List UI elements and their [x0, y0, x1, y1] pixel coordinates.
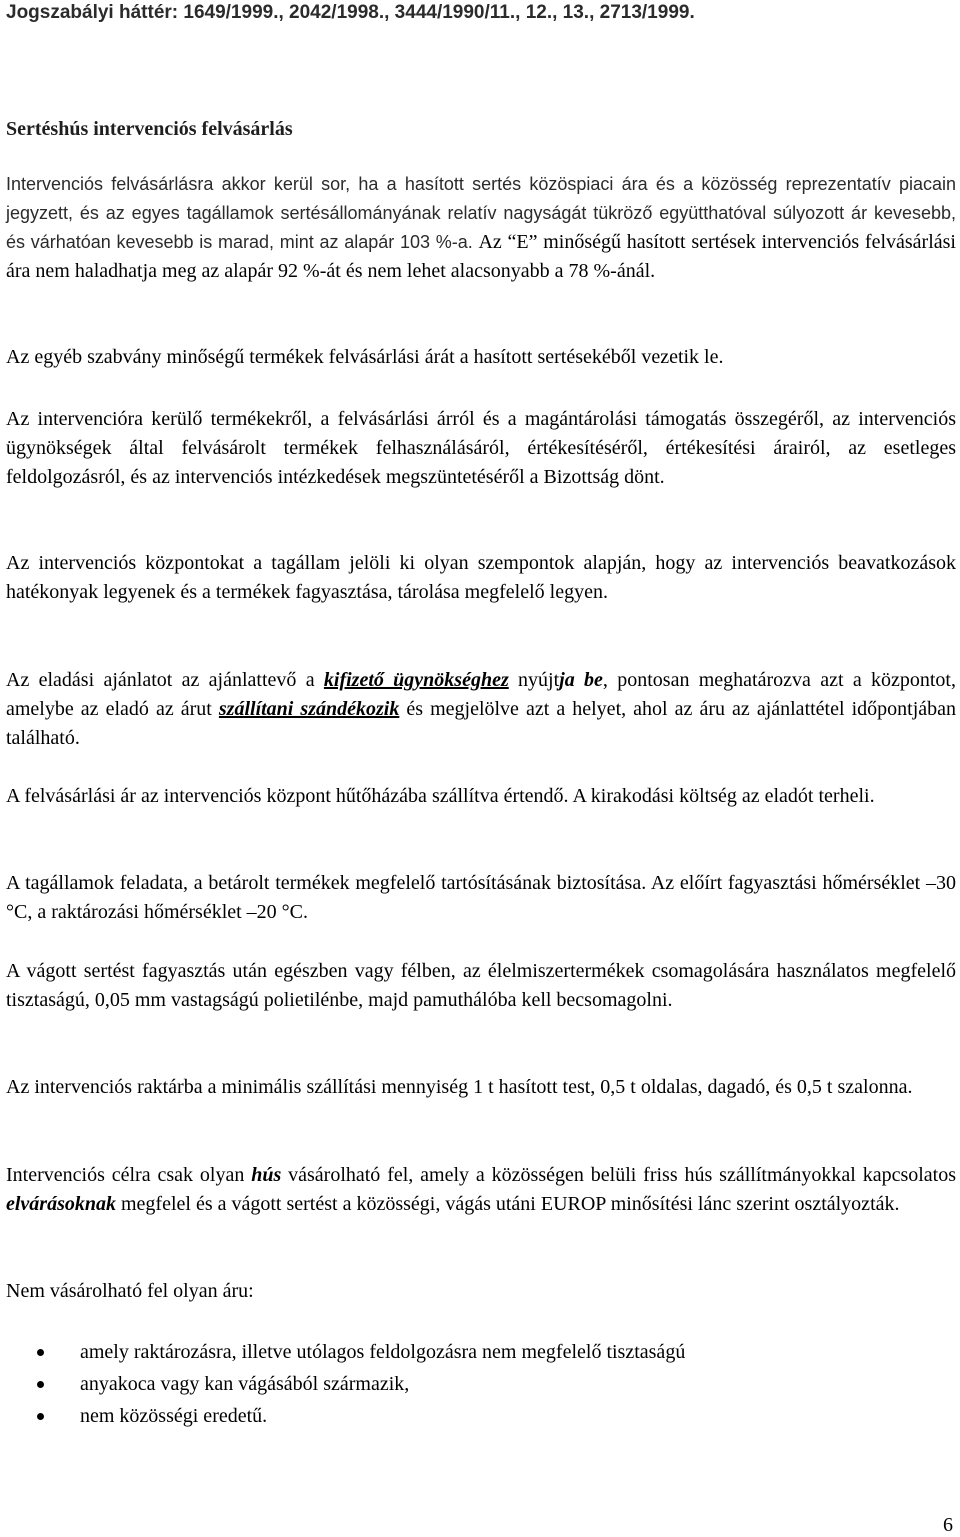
- list-item-text: amely raktározásra, illetve utólagos feldolgozásra nem megfelelő tisztaságú: [80, 1341, 686, 1363]
- not-eligible-list: [6, 1336, 956, 1432]
- list-item-text: anyakoca vagy kan vágásából származik,: [80, 1373, 410, 1395]
- eligible-meat-emphasis-meat: hús: [251, 1164, 282, 1186]
- sales-offer-emphasis-deliver: szállítani szándékozik: [218, 698, 400, 721]
- section-title: Sertéshús intervenciós felvásárlás: [6, 118, 293, 140]
- sales-offer-emphasis-submit: ja be: [559, 669, 603, 691]
- list-item: [6, 1400, 956, 1432]
- paragraph-intervention-centres: Az intervenciós központokat a tagállam jelöli ki olyan szempontok alapján, hogy az intervenciós beavatkozások hatékonyak legyenek és a termékek fagyasztása, tárolása megfelelő legyen.: [6, 552, 956, 604]
- bullet-icon: [37, 1413, 44, 1420]
- paragraph-packaging: A vágott sertést fagyasztás után egészben vagy félben, az élelmiszertermékek csomagolására használatos megfelelő tisztaságú, 0,05 mm vastagságú polietilénbe, majd pamuthálóba kell becsomagolni.: [6, 960, 956, 1012]
- paragraph-commission-decision: Az intervencióra kerülő termékekről, a felvásárlási árról és a magántárolási támogatás összegéről, az intervenciós ügynökségek által felvásárolt termékek felhasználásáról, értékesítéséről, értékesítési árairól, az esetleges feldolgozásról, és az intervenciós intézkedések megszüntetéséről a Bizottság dönt.: [6, 408, 956, 489]
- sales-offer-emphasis-agency: kifizető ügynökséghez: [323, 669, 509, 691]
- paragraph-minimum-quantity: Az intervenciós raktárba a minimális szállítási mennyiség 1 t hasított test, 0,5 t oldalas, dagadó, és 0,5 t szalonna.: [6, 1076, 913, 1098]
- sales-offer-text-4: és megjelölve azt a helyet, ahol az áru az ajánlattétel időpontjában található.: [6, 698, 957, 750]
- paragraph-intervention-conditions-part2: Az “E” minőségű hasított sertések intervenciós felvásárlási ára nem haladhatja meg az alapár 92 %-át és nem lehet alacsonyabb a 78 %-ánál.: [6, 231, 956, 282]
- paragraph-sales-offer: [6, 666, 956, 754]
- bullet-icon: [37, 1349, 44, 1356]
- list-item: [6, 1368, 956, 1400]
- paragraph-not-eligible-intro: Nem vásárolható fel olyan áru:: [6, 1280, 254, 1302]
- sales-offer-text-3: , pontosan meghatározva azt a központot, amelybe az eladó az árut: [6, 669, 956, 721]
- paragraph-intervention-conditions: [6, 170, 956, 286]
- sales-offer-text-1: Az eladási ajánlatot az ajánlattevő a: [6, 669, 324, 691]
- bullet-icon: [37, 1381, 44, 1388]
- paragraph-purchase-price: A felvásárlási ár az intervenciós központ hűtőházába szállítva értendő. A kirakodási költség az eladót terheli.: [6, 785, 875, 807]
- paragraph-storage-temperature: A tagállamok feladata, a betárolt termékek megfelelő tartósításának biztosítása. Az előírt fagyasztási hőmérséklet –30 °C, a raktározási hőmérséklet –20 °C.: [6, 872, 956, 924]
- page-number: 6: [943, 1514, 953, 1536]
- eligible-meat-emphasis-requirements: elvárásoknak: [6, 1193, 116, 1216]
- eligible-meat-text-2: vásárolható fel, amely a közösségen belüli friss hús szállítmányokkal kapcsolatos: [281, 1164, 956, 1186]
- eligible-meat-text-1: Intervenciós célra csak olyan: [6, 1164, 252, 1186]
- legal-background-header: Jogszabályi háttér: 1649/1999., 2042/1998., 3444/1990/11., 12., 13., 2713/1999.: [6, 2, 695, 23]
- paragraph-other-grades: Az egyéb szabvány minőségű termékek felvásárlási árát a hasított sertésekéből vezetik le.: [6, 346, 724, 368]
- paragraph-eligible-meat: [6, 1161, 956, 1219]
- list-item-text: nem közösségi eredetű.: [80, 1405, 268, 1427]
- eligible-meat-text-3: megfelel és a vágott sertést a közösségi, vágás utáni EUROP minősítési lánc szerint osztályozták.: [116, 1193, 900, 1216]
- paragraph-intervention-conditions-part1: Intervenciós felvásárlásra akkor kerül sor, ha a hasított sertés közöspiaci ára és a közösség reprezentatív piacain jegyzett, és az egyes tagállamok sertésállományának relatív nagyságát tükröző együtthatóval súlyozott ár kevesebb, és várhatóan kevesebb is marad, mint az alapár 103 %-a.: [6, 174, 956, 252]
- sales-offer-text-2: nyújt: [508, 669, 560, 691]
- list-item: [6, 1336, 956, 1368]
